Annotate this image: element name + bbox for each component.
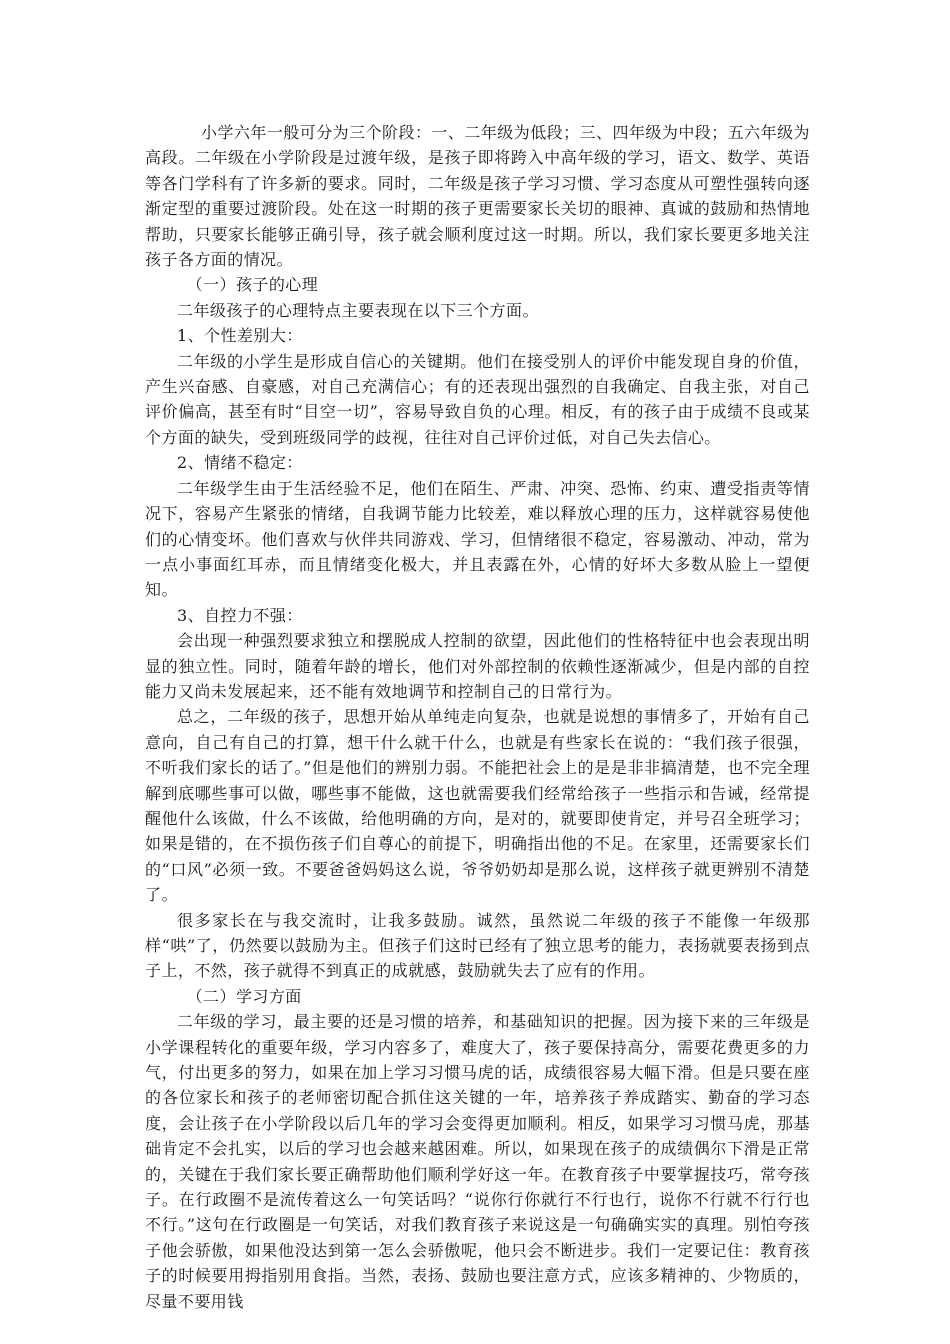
point-paragraph-self-control: 会出现一种强烈要求独立和摆脱成人控制的欲望，因此他们的性格特征中也会表现出明显的独立性。同时，随着年龄的增长，他们对外部控制的依赖性逐渐减少，但是内部的自控能力又尚未发展起来，还不能有效地调节和控制自己的日常行为。 bbox=[145, 631, 810, 701]
study-paragraph: 二年级的学习，最主要的还是习惯的培养，和基础知识的把握。因为接下来的三年级是小学课程转化的重要年级，学习内容多了，难度大了，孩子要保持高分，需要花费更多的力气，付出更多的努力，如果在加上学习习惯马虎的话，成绩很容易大幅下滑。但是只要在座的各位家长和孩子的老师密切配合抓住这关键的一年，培养孩子养成踏实、勤奋的学习态度，会让孩子在小学阶段以后几年的学习会变得更加顺利。相反，如果学习习惯马虎，那基础肯定不会扎实，以后的学习也会越来越困难。所以，如果现在孩子的成绩偶尔下滑是正常的，关键在于我们家长要正确帮助他们顺利学好这一年。在教育孩子中要掌握技巧，常夸孩子。在行政圈不是流传着这么一句笑话吗？“说你行你就行不行也行，说你不行就不行行也不行。”这句在行政圈是一句笑话，对我们教育孩子来说这是一句确确实实的真理。别怕夸孩子他会骄傲，如果他没达到第一怎么会骄傲呢，他只会不断进步。我们一定要记住：教育孩子的时候要用拇指别用食指。当然，表扬、鼓励也要注意方式，应该多精神的、少物质的，尽量不要用钱 bbox=[145, 1012, 810, 1311]
encourage-paragraph: 很多家长在与我交流时，让我多鼓励。诚然，虽然说二年级的孩子不能像一年级那样“哄”了，仍然要以鼓励为主。但孩子们这时已经有了独立思考的能力，表扬就要表扬到点子上，不然，孩子就得不到真正的成就感，鼓励就失去了应有的作用。 bbox=[145, 910, 810, 981]
point-heading-personality: 1、个性差别大： bbox=[177, 326, 303, 346]
section-intro-paragraph: 二年级孩子的心理特点主要表现在以下三个方面。 bbox=[177, 300, 539, 320]
intro-paragraph: 小学六年一般可分为三个阶段：一、二年级为低段；三、四年级为中段；五六年级为高段。二年级在小学阶段是过渡年级，是孩子即将跨入中高年级的学习，语文、数学、英语等各门学科有了许多新的要求。同时，二年级是孩子学习习惯、学习态度从可塑性强转向逐渐定型的重要过渡阶段。处在这一时期的孩子更需要家长关切的眼神、真诚的鼓励和热情地帮助，只要家长能够正确引导，孩子就会顺利度过这一时期。所以，我们家长要更多地关注孩子各方面的情况。 bbox=[145, 123, 810, 270]
point-paragraph-emotion: 二年级学生由于生活经验不足，他们在陌生、严肃、冲突、恐怖、约束、遭受指责等情况下，容易产生紧张的情绪，自我调节能力比较差，难以释放心理的压力，这样就容易使他们的心情变坏。他们喜欢与伙伴共同游戏、学习，但情绪很不稳定，容易激动、冲动，常为一点小事面红耳赤，而且情绪变化极大，并且表露在外，心情的好坏大多数从脸上一望便知。 bbox=[145, 478, 810, 600]
point-paragraph-personality: 二年级的小学生是形成自信心的关键期。他们在接受别人的评价中能发现自身的价值，产生兴奋感、自豪感，对自己充满信心；有的还表现出强烈的自我确定、自我主张，对自己评价偏高，甚至有时“目空一切”，容易导致自负的心理。相反，有的孩子由于成绩不良或某个方面的缺失，受到班级同学的歧视，往往对自己评价过低，对自己失去信心。 bbox=[145, 351, 810, 447]
point-heading-emotion: 2、情绪不稳定： bbox=[177, 453, 303, 473]
section-heading-psychology: （一）孩子的心理 bbox=[186, 275, 319, 295]
document-page bbox=[145, 120, 810, 1314]
section-heading-study: （二）学习方面 bbox=[186, 986, 302, 1006]
summary-paragraph: 总之，二年级的孩子，思想开始从单纯走向复杂，也就是说想的事情多了，开始有自己意向，自己有自己的打算，想干什么就干什么，也就是有些家长在说的：“我们孩子很强，不听我们家长的话了。”但是他们的辨别力弱。不能把社会上的是是非非搞清楚，也不完全理解到底哪些事可以做，哪些事不能做，这也就需要我们经常给孩子一些指示和告诫，经常提醒他什么该做，什么不该做，给他明确的方向，是对的，就要即使肯定，并号召全班学习；如果是错的，在不损伤孩子们自尊心的前提下，明确指出他的不足。在家里，还需要家长们的“口风”必须一致。不要爸爸妈妈这么说，爷爷奶奶却是那么说，这样孩子就更辨别不清楚了。 bbox=[145, 707, 810, 905]
point-heading-self-control: 3、自控力不强： bbox=[177, 605, 303, 625]
